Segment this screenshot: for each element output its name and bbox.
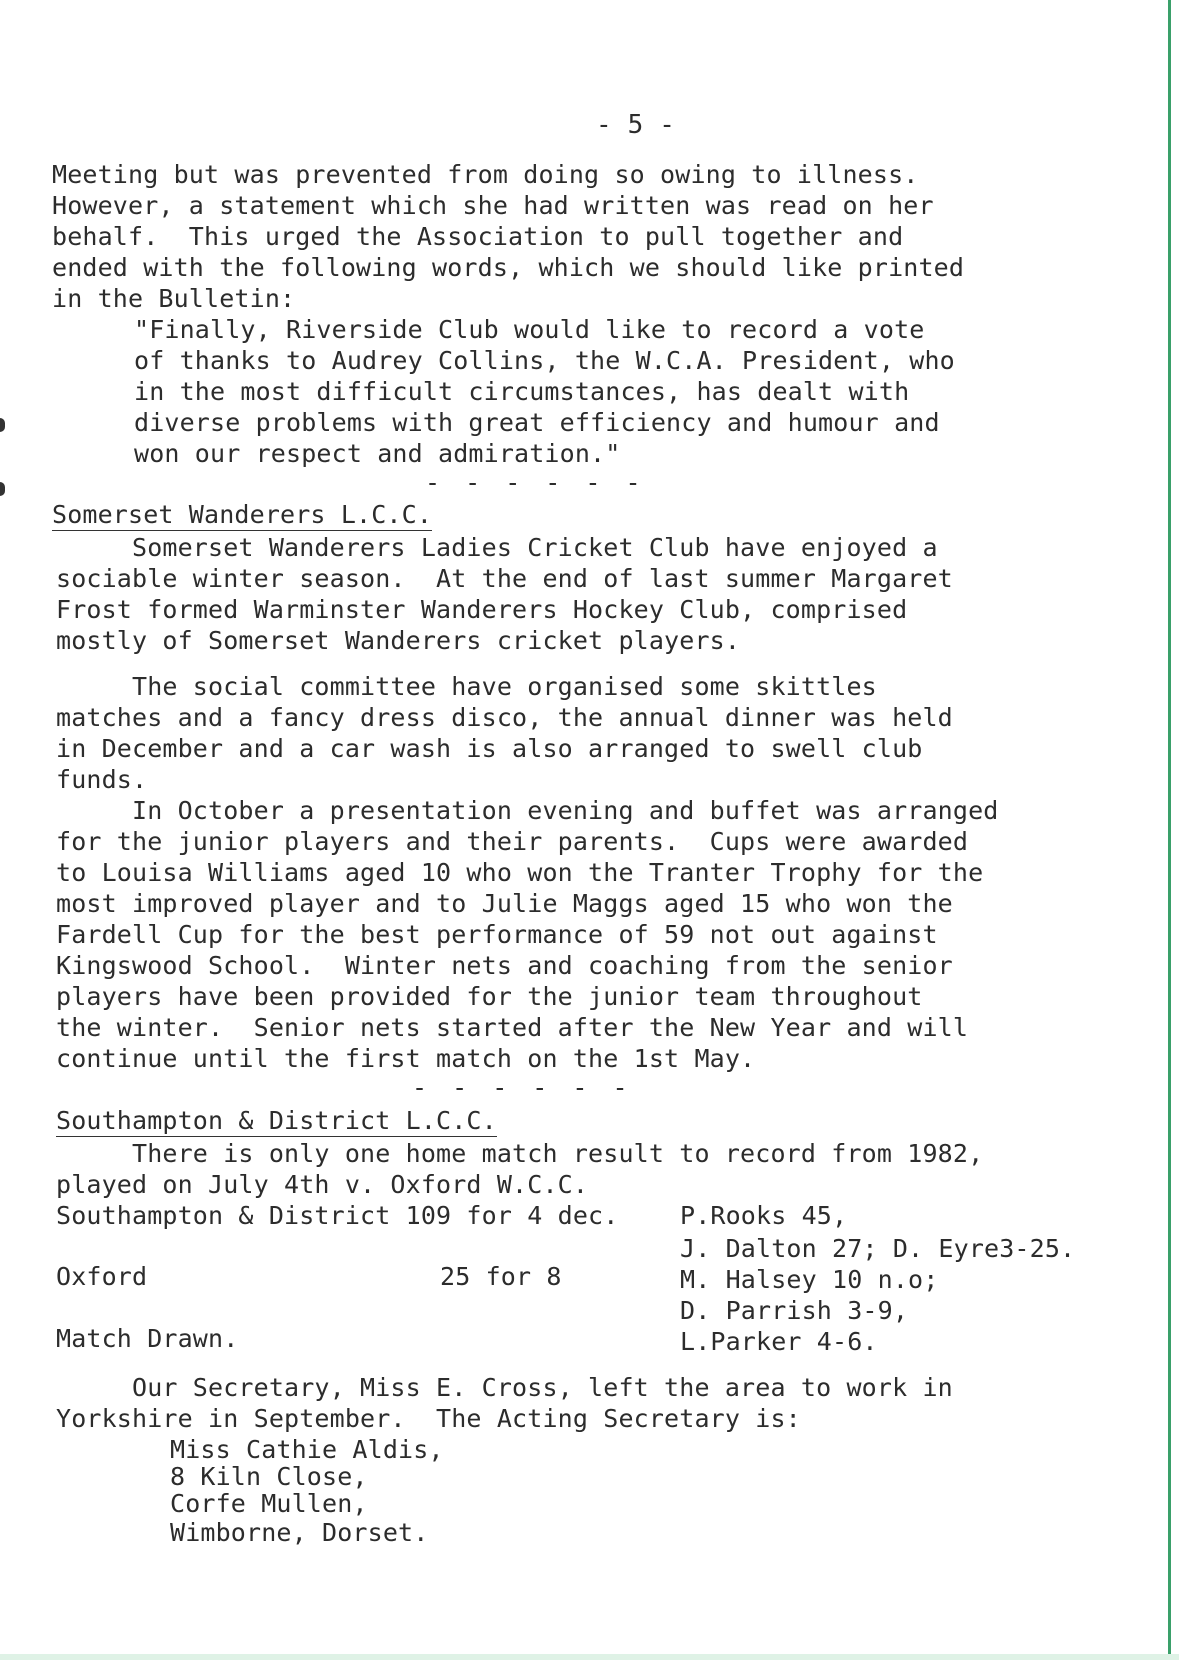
result-note: J. Dalton 27; D. Eyre3-25.: [680, 1234, 1076, 1263]
intro-line: However, a statement which she had written was read on her: [52, 191, 934, 220]
somerset-para3-line: Fardell Cup for the best performance of 59 not out against: [56, 920, 938, 949]
somerset-para1-line: sociable winter season. At the end of last summer Margaret: [56, 564, 953, 593]
result-note: M. Halsey 10 n.o;: [680, 1265, 939, 1294]
result-team2-score: 25 for 8: [440, 1262, 562, 1291]
address-line: Corfe Mullen,: [170, 1489, 368, 1518]
somerset-para1-line: Frost formed Warminster Wanderers Hockey Club, comprised: [56, 595, 908, 624]
page-bottom-tint: [0, 1654, 1179, 1660]
somerset-para3-line: the winter. Senior nets started after the New Year and will: [56, 1013, 969, 1042]
somerset-para1-line: Somerset Wanderers Ladies Cricket Club have enjoyed a: [56, 533, 938, 562]
quote-line: of thanks to Audrey Collins, the W.C.A. President, who: [134, 346, 955, 375]
match-outcome: Match Drawn.: [56, 1324, 239, 1353]
quote-line: won our respect and admiration.": [134, 439, 621, 468]
quote-line: diverse problems with great efficiency and humour and: [134, 408, 940, 437]
somerset-para1-line: mostly of Somerset Wanderers cricket players.: [56, 626, 741, 655]
southampton-intro-line: There is only one home match result to record from 1982,: [56, 1139, 984, 1168]
address-line: Miss Cathie Aldis,: [170, 1435, 444, 1464]
southampton-heading: Southampton & District L.C.C.: [56, 1106, 497, 1135]
address-line: Wimborne, Dorset.: [170, 1518, 429, 1547]
result-team2: Oxford: [56, 1262, 148, 1291]
somerset-para3-line: for the junior players and their parents. Cups were awarded: [56, 827, 969, 856]
somerset-para2-line: in December and a car wash is also arranged to swell club: [56, 734, 923, 763]
binding-hole-mark: [0, 418, 5, 432]
intro-line: Meeting but was prevented from doing so owing to illness.: [52, 160, 919, 189]
quote-line: in the most difficult circumstances, has dealt with: [134, 377, 910, 406]
somerset-para3-line: most improved player and to Julie Maggs aged 15 who won the: [56, 889, 953, 918]
section-heading: [56, 1106, 497, 1136]
intro-line: in the Bulletin:: [52, 284, 296, 313]
result-team1: Southampton & District 109 for 4 dec.: [56, 1201, 619, 1230]
somerset-para2-line: The social committee have organised some skittles: [56, 672, 877, 701]
somerset-para3-line: continue until the first match on the 1st May.: [56, 1044, 756, 1073]
section-heading: [52, 500, 432, 530]
page-edge-line: [1168, 0, 1171, 1660]
page-number: - 5 -: [596, 110, 676, 140]
section-separator: - - - - - -: [425, 468, 646, 497]
somerset-heading: Somerset Wanderers L.C.C.: [52, 500, 433, 529]
somerset-para3-line: Kingswood School. Winter nets and coaching from the senior: [56, 951, 953, 980]
intro-line: ended with the following words, which we should like printed: [52, 253, 965, 282]
section-separator: - - - - - -: [412, 1073, 633, 1102]
somerset-para3-line: to Louisa Williams aged 10 who won the Tranter Trophy for the: [56, 858, 984, 887]
closing-line: Yorkshire in September. The Acting Secretary is:: [56, 1404, 801, 1433]
somerset-para2-line: matches and a fancy dress disco, the annual dinner was held: [56, 703, 953, 732]
result-note: L.Parker 4-6.: [680, 1327, 878, 1356]
somerset-para2-line: funds.: [56, 765, 148, 794]
binding-hole-mark: [0, 482, 5, 496]
southampton-intro-line: played on July 4th v. Oxford W.C.C.: [56, 1170, 589, 1199]
result-note: D. Parrish 3-9,: [680, 1296, 909, 1325]
intro-line: behalf. This urged the Association to pull together and: [52, 222, 904, 251]
result-note: P.Rooks 45,: [680, 1201, 848, 1230]
quote-line: "Finally, Riverside Club would like to record a vote: [134, 315, 925, 344]
closing-line: Our Secretary, Miss E. Cross, left the area to work in: [56, 1373, 953, 1402]
address-line: 8 Kiln Close,: [170, 1462, 368, 1491]
somerset-para3-line: players have been provided for the junior team throughout: [56, 982, 923, 1011]
somerset-para3-line: In October a presentation evening and buffet was arranged: [56, 796, 999, 825]
